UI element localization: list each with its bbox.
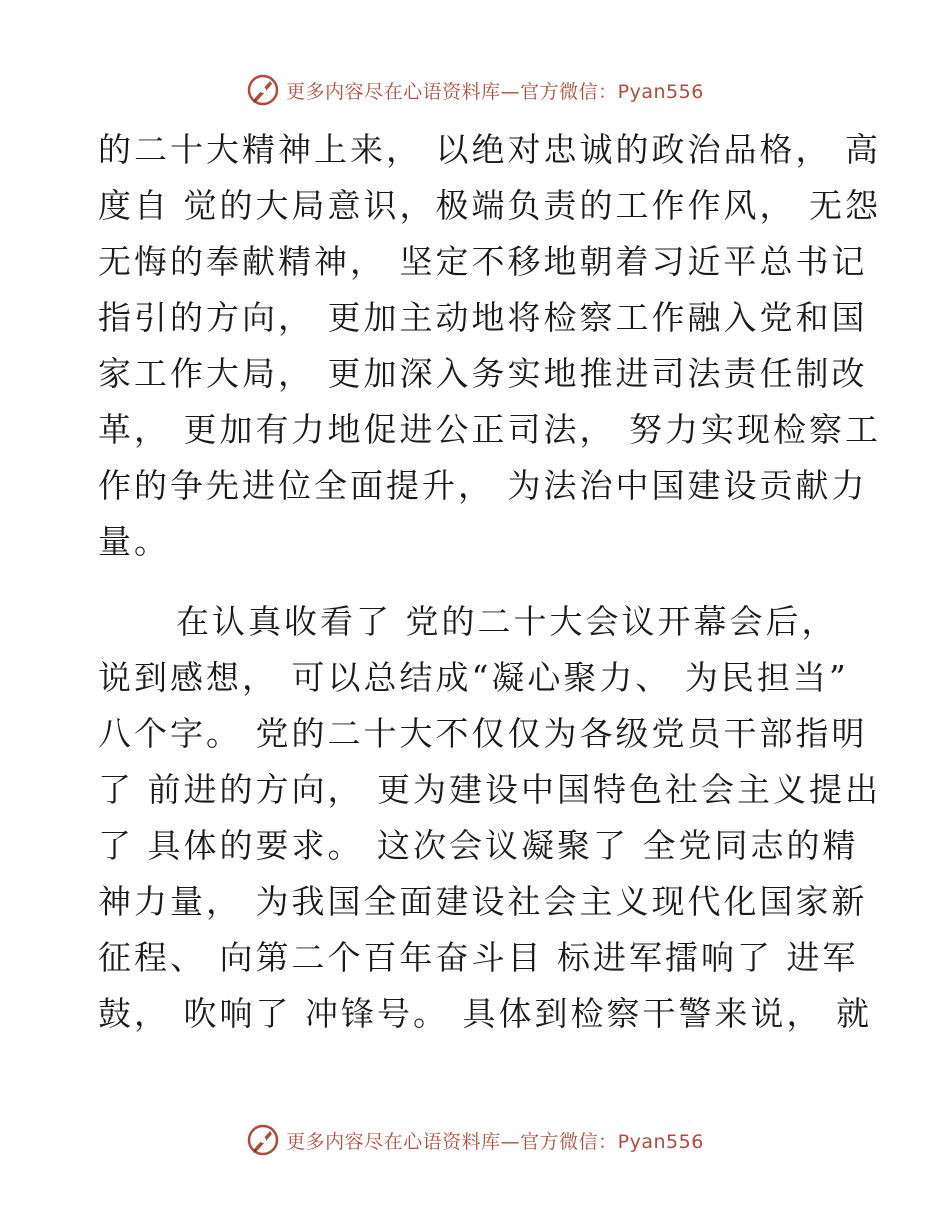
quill-pen-logo-icon (246, 73, 280, 107)
text-line: 神力量， 为我国全面建设社会主义现代化国家新 (98, 882, 868, 921)
text-line: 无悔的奉献精神， 坚定不移地朝着习近平总书记 (98, 242, 868, 281)
text-line: 说到感想， 可以总结成“凝心聚力、 为民担当” (98, 658, 849, 697)
paragraph-2 (98, 594, 881, 1042)
text-line: 在认真收看了 党的二十大会议开幕会后， (176, 602, 838, 641)
text-line: 了 前进的方向， 更为建设中国特色社会主义提出 (98, 770, 881, 809)
text-line: 八个字。 党的二十大不仅仅为各级党员干部指明 (98, 714, 868, 753)
header-banner-text: 更多内容尽在心语资料库—官方微信：Pyan556 (286, 80, 704, 103)
paragraph-gap (98, 570, 858, 594)
text-line: 革， 更加有力地促进公正司法， 努力实现检察工 (98, 410, 881, 449)
text-line: 指引的方向， 更加主动地将检察工作融入党和国 (98, 298, 868, 337)
text-line: 鼓， 吹响了 冲锋号。 具体到检察干警来说， 就 (98, 994, 872, 1033)
text-line: 了 具体的要求。 这次会议凝聚了 全党同志的精 (98, 826, 859, 865)
text-line: 度自 觉的大局意识，极端负责的工作作风， 无怨 (98, 186, 881, 225)
text-line: 征程、 向第二个百年奋斗目 标进军擂响了 进军 (98, 938, 859, 977)
document-body (98, 122, 881, 1042)
text-line: 的二十大精神上来， 以绝对忠诚的政治品格， 高 (98, 130, 881, 169)
paragraph-1 (98, 122, 881, 570)
text-line: 量。 (98, 522, 170, 561)
quill-pen-logo-icon (246, 1123, 280, 1157)
header-banner (0, 70, 950, 110)
text-line: 家工作大局， 更加深入务实地推进司法责任制改 (98, 354, 868, 393)
text-line: 作的争先进位全面提升， 为法治中国建设贡献力 (98, 466, 868, 505)
footer-banner-text: 更多内容尽在心语资料库—官方微信：Pyan556 (286, 1130, 704, 1153)
footer-banner (0, 1120, 950, 1160)
